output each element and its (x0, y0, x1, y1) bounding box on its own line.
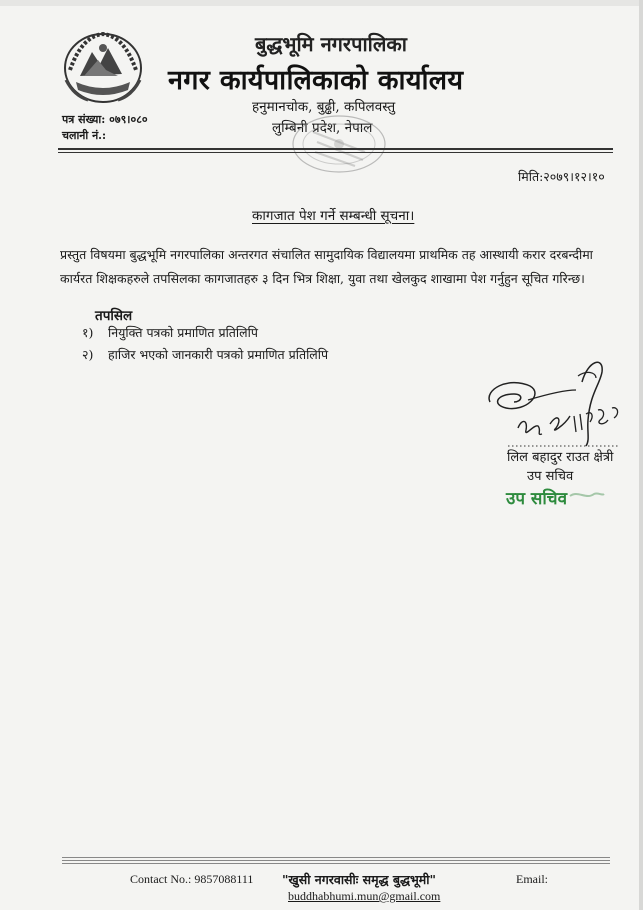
list-heading: तपसिल (95, 308, 133, 324)
signatory-post: उप सचिव (527, 469, 574, 484)
nepal-emblem-icon (62, 30, 144, 104)
email-address[interactable]: buddhabhumi.mun@gmail.com (288, 889, 441, 903)
dispatch-number: चलानी नं.: (62, 129, 107, 142)
scan-top-edge (0, 0, 643, 6)
letter-subject: कागजात पेश गर्ने सम्बन्धी सूचना। (252, 208, 415, 224)
address-line-2: लुम्बिनी प्रदेश, नेपाल (272, 120, 373, 136)
municipality-name: बुद्धभूमि नगरपालिका (255, 32, 407, 56)
address-line-1: हनुमानचोक, बुढ्ढी, कपिलवस्तु (252, 99, 396, 115)
signatory-name: लिल बहादुर राउत क्षेत्री (507, 450, 614, 465)
letter-body: प्रस्तुत विषयमा बुद्धभूमि नगरपालिका अन्तरगत संचालित सामुदायिक विद्यालयमा प्राथमिक तह आस्थायी करार दरबन्दीमा कार्यरत शिक्षकहरुले तपसिलका कागजातहरु ३ दिन भित्र शिक्षा, युवा तथा खेलकुद शाखामा पेश गर्नुहुन सूचित गरिन्छ। (60, 247, 593, 286)
stamp-smudge (568, 488, 606, 502)
letterhead-divider (58, 148, 613, 150)
letter-number: पत्र संख्या: ०७९।०८० (62, 113, 148, 126)
contact-number: Contact No.: 9857088111 (130, 872, 254, 886)
scan-right-edge (639, 0, 643, 910)
list-item (82, 344, 328, 366)
footer-divider (62, 857, 610, 858)
handwritten-signature (478, 350, 643, 455)
letterhead-divider-thin (58, 152, 613, 153)
list-item-text: नियुक्ति पत्रको प्रमाणित प्रतिलिपि (107, 325, 258, 340)
office-seal-stamp (285, 108, 393, 180)
list-item-number: १) (82, 325, 94, 340)
list-item (82, 322, 328, 344)
designation-stamp: उप सचिव (506, 489, 568, 509)
document-list (82, 322, 328, 366)
letter-date: मिति:२०७९।१२।१० (518, 169, 605, 184)
footer-divider (62, 863, 610, 864)
email-label: Email: (516, 872, 548, 886)
list-item-text: हाजिर भएको जानकारी पत्रको प्रमाणित प्रतिलिपि (107, 347, 329, 362)
footer-slogan: "खुसी नगरवासीः समृद्ध बुद्धभूमी" (282, 872, 437, 887)
list-item-number: २) (82, 347, 94, 362)
footer-divider (62, 860, 610, 861)
office-name: नगर कार्यपालिकाको कार्यालय (168, 65, 464, 96)
reference-block (62, 112, 148, 144)
